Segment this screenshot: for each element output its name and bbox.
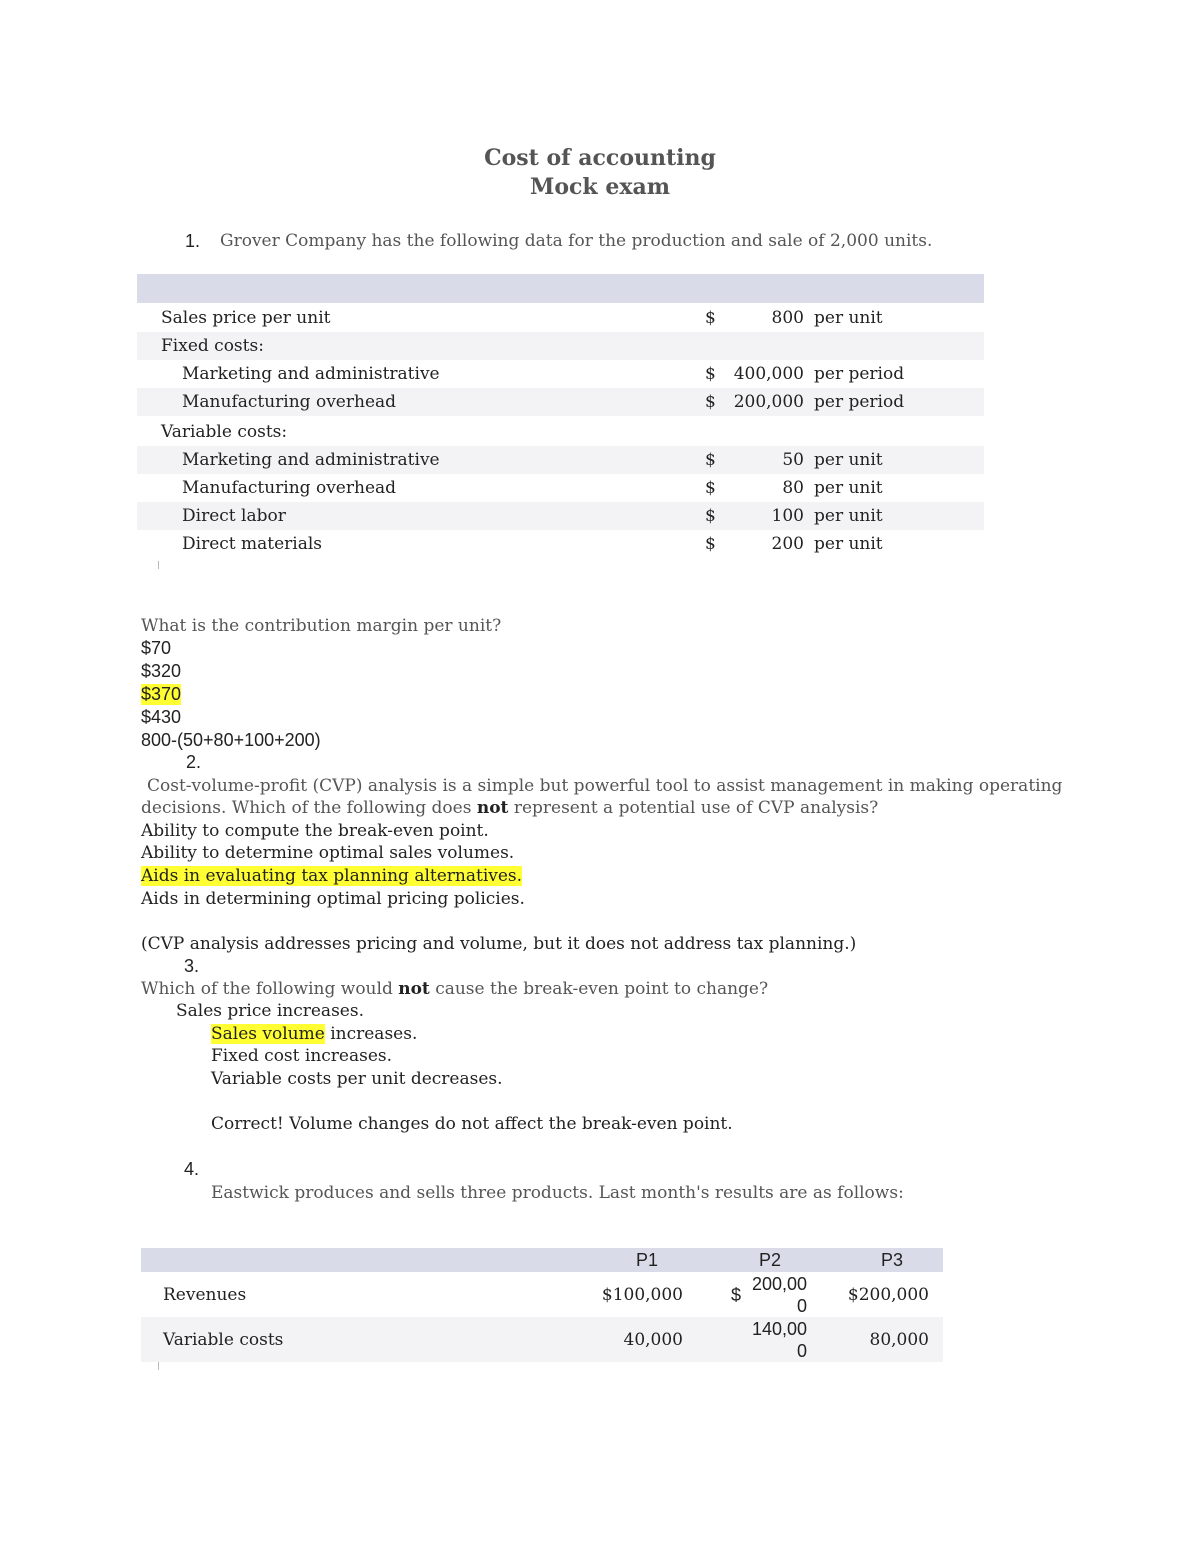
- q1-option: $430: [141, 707, 182, 727]
- row-label: Revenues: [163, 1285, 247, 1305]
- table-row: [141, 1272, 943, 1317]
- cell-p2: 140,000: [751, 1319, 807, 1361]
- q1-option: $320: [141, 661, 182, 681]
- table-row: [137, 530, 984, 558]
- row-unit: per period: [814, 364, 905, 384]
- q2-line1: Cost-volume-profit (CVP) analysis is a simple but powerful tool to assist management in making operating: [147, 776, 1063, 796]
- row-label: Variable costs:: [161, 422, 288, 442]
- q3-option: Fixed cost increases.: [211, 1046, 393, 1066]
- table-row: [137, 360, 984, 388]
- page-title: Cost of accounting: [484, 145, 716, 171]
- q1-table-header: [137, 274, 984, 303]
- table-anchor-mark: [158, 1362, 159, 1370]
- q3-feedback: Correct! Volume changes do not affect the break-even point.: [211, 1114, 733, 1134]
- table-row: [137, 332, 984, 360]
- row-label: Direct materials: [182, 534, 323, 554]
- column-header: P3: [881, 1250, 904, 1270]
- row-dollar: $: [705, 506, 716, 526]
- row-label: Marketing and administrative: [182, 364, 440, 384]
- row-amount: 100: [771, 506, 804, 526]
- q2-explanation: (CVP analysis addresses pricing and volume, but it does not address tax planning.): [141, 934, 857, 954]
- row-unit: per unit: [814, 478, 883, 498]
- row-label: Fixed costs:: [161, 336, 264, 356]
- row-dollar: $: [705, 478, 716, 498]
- row-dollar: $: [705, 392, 716, 412]
- q1-number: 1.: [185, 231, 201, 251]
- column-header: P1: [636, 1250, 659, 1270]
- q3-question: [141, 979, 768, 999]
- row-dollar: $: [705, 534, 716, 554]
- row-unit: per unit: [814, 450, 883, 470]
- table-row: [137, 304, 984, 332]
- cell-p1: 40,000: [623, 1330, 683, 1350]
- row-unit: per unit: [814, 308, 883, 328]
- q3-question-a: Which of the following would: [141, 979, 399, 999]
- cell-p3: $200,000: [847, 1285, 929, 1305]
- q1-intro: Grover Company has the following data for the production and sale of 2,000 units.: [220, 231, 933, 251]
- q4-number: 4.: [184, 1159, 200, 1179]
- cell-p2-dollar: $: [731, 1285, 742, 1305]
- row-unit: per period: [814, 392, 905, 412]
- q2-line2-bold: not: [476, 798, 509, 818]
- row-dollar: $: [705, 450, 716, 470]
- table-row: [137, 418, 984, 446]
- row-unit: per unit: [814, 506, 883, 526]
- row-label: Manufacturing overhead: [182, 392, 397, 412]
- q3-option-highlight: Sales volume: [211, 1024, 325, 1044]
- q2-number: 2.: [186, 752, 202, 772]
- q3-question-b: cause the break-even point to change?: [429, 979, 769, 999]
- row-amount: 80: [782, 478, 804, 498]
- row-label: Manufacturing overhead: [182, 478, 397, 498]
- row-amount: 400,000: [733, 364, 804, 384]
- q2-option: Ability to determine optimal sales volumes.: [141, 843, 515, 863]
- q3-question-bold: not: [398, 979, 430, 999]
- q2-option: Aids in determining optimal pricing policies.: [141, 889, 525, 909]
- row-amount: 200,000: [733, 392, 804, 412]
- q4-table-header: [141, 1248, 943, 1272]
- q2-option: Ability to compute the break-even point.: [141, 821, 489, 841]
- column-header: P2: [759, 1250, 782, 1270]
- row-amount: 50: [782, 450, 804, 470]
- cell-p2: 200,000: [751, 1274, 807, 1316]
- q1-work: 800-(50+80+100+200): [141, 730, 321, 750]
- row-label: Variable costs: [163, 1330, 284, 1350]
- q2-line2-b: represent a potential use of CVP analysis?: [508, 798, 879, 818]
- q3-option: Sales price increases.: [176, 1001, 364, 1021]
- table-anchor-mark: [158, 561, 159, 569]
- q1-option-correct: $370: [141, 684, 182, 704]
- table-row: [137, 388, 984, 416]
- page-subtitle: Mock exam: [530, 174, 670, 200]
- row-unit: per unit: [814, 534, 883, 554]
- row-dollar: $: [705, 364, 716, 384]
- q3-option-correct: [211, 1024, 417, 1044]
- row-label: Direct labor: [182, 506, 286, 526]
- row-label: Sales price per unit: [161, 308, 331, 328]
- q2-line2: [141, 798, 878, 818]
- q2-line2-a: decisions. Which of the following does: [141, 798, 477, 818]
- row-amount: 800: [771, 308, 804, 328]
- q3-number: 3.: [184, 956, 200, 976]
- cell-p1: $100,000: [601, 1285, 683, 1305]
- table-row: [137, 502, 984, 530]
- cell-p3: 80,000: [869, 1330, 929, 1350]
- q1-question: What is the contribution margin per unit?: [141, 616, 502, 636]
- q3-option: Variable costs per unit decreases.: [211, 1069, 503, 1089]
- q1-option: $70: [141, 638, 172, 658]
- q4-intro: Eastwick produces and sells three products. Last month's results are as follows:: [211, 1183, 904, 1203]
- q2-option-correct: Aids in evaluating tax planning alternatives.: [141, 866, 523, 886]
- table-row: [137, 446, 984, 474]
- q3-option-rest: increases.: [324, 1024, 418, 1044]
- table-row: [141, 1317, 943, 1362]
- table-row: [137, 474, 984, 502]
- row-dollar: $: [705, 308, 716, 328]
- row-label: Marketing and administrative: [182, 450, 440, 470]
- row-amount: 200: [771, 534, 804, 554]
